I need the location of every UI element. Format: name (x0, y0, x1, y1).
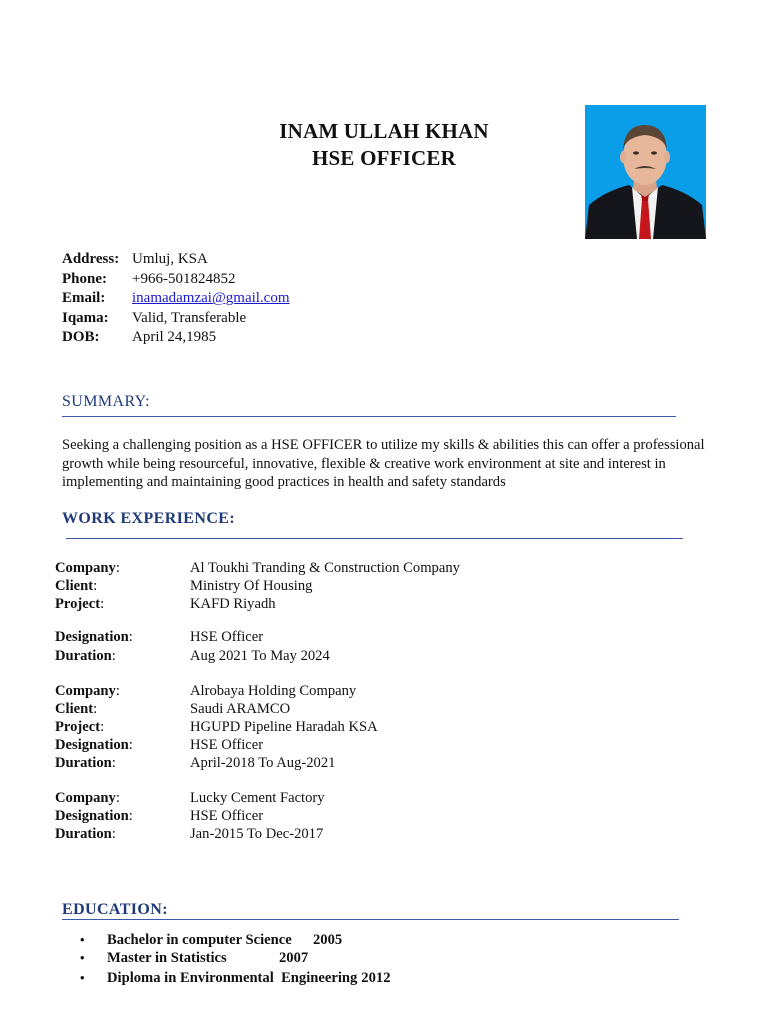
degree-name: Diploma in Environmental Engineering (107, 969, 358, 986)
job-entry-2 (55, 682, 378, 772)
dob-label-colon: : (94, 329, 100, 346)
job-2-duration-row (55, 754, 378, 772)
degree-year: 2007 (279, 949, 309, 966)
education-divider (62, 919, 679, 920)
colon: : (128, 736, 133, 753)
summary-heading: SUMMARY: (62, 393, 150, 410)
designation-value: HSE Officer (190, 736, 264, 753)
field-label (55, 683, 190, 700)
field-label (55, 719, 190, 736)
education-list (80, 931, 390, 989)
dob-label (62, 329, 132, 346)
job-3-company-row (55, 789, 325, 807)
bullet-icon: • (80, 970, 85, 985)
colon: : (111, 647, 116, 664)
colon: : (111, 825, 116, 842)
duration-value: Jan-2015 To Dec-2017 (190, 825, 324, 842)
company-value: Alrobaya Holding Company (190, 682, 357, 699)
work-experience-heading: WORK EXPERIENCE: (62, 510, 236, 527)
duration-value: Aug 2021 To May 2024 (190, 647, 330, 664)
field-label (55, 629, 190, 646)
field-label (55, 790, 190, 807)
degree-year: 2005 (313, 931, 343, 948)
client-label: Client (55, 577, 94, 594)
designation-value: HSE Officer (190, 807, 264, 824)
field-label (55, 808, 190, 825)
designation-value: HSE Officer (190, 628, 264, 645)
job-2-project-row (55, 718, 378, 736)
job-entry-3 (55, 789, 325, 843)
colon: : (93, 577, 98, 594)
company-label: Company (55, 789, 116, 806)
duration-label: Duration (55, 825, 112, 842)
company-value: Al Toukhi Tranding & Construction Company (190, 559, 460, 576)
company-label: Company (55, 559, 116, 576)
colon: : (93, 700, 98, 717)
field-label (55, 755, 190, 772)
colon: : (111, 754, 116, 771)
colon: : (115, 682, 120, 699)
education-item (80, 949, 390, 967)
address-value: Umluj, KSA (132, 251, 208, 268)
summary-text: Seeking a challenging position as a HSE OFFICER to utilize my skills & abilities this can offer a professional growth while being resourceful, innovative, flexible & creative work environment at site and interest in implementing and maintaining good practices in health and safety standards (62, 437, 705, 490)
phone-label: Phone: (62, 270, 107, 287)
degree-year: 2012 (361, 969, 391, 986)
degree-name: Bachelor in computer Science (107, 931, 292, 948)
project-value: KAFD Riyadh (190, 595, 276, 612)
job-3-duration-row (55, 825, 325, 843)
colon: : (128, 628, 133, 645)
designation-label: Designation (55, 807, 129, 824)
designation-label: Designation (55, 736, 129, 753)
job-entry-1 (55, 559, 460, 613)
field-label (55, 737, 190, 754)
client-label: Client (55, 700, 94, 717)
duration-value: April-2018 To Aug-2021 (190, 754, 336, 771)
contact-row-iqama (62, 309, 290, 329)
job-2-company-row (55, 682, 378, 700)
company-value: Lucky Cement Factory (190, 789, 325, 806)
colon: : (115, 559, 120, 576)
client-value: Saudi ARAMCO (190, 700, 291, 717)
job-1-project-row (55, 595, 460, 613)
project-value: HGUPD Pipeline Haradah KSA (190, 718, 378, 735)
job-3-designation-row (55, 807, 325, 825)
project-label: Project (55, 595, 101, 612)
field-label (55, 578, 190, 595)
iqama-value: Valid, Transferable (132, 309, 247, 326)
profile-photo (585, 105, 706, 239)
summary-divider (62, 416, 676, 417)
job-2-client-row (55, 700, 378, 718)
field-label (55, 701, 190, 718)
contact-row-email (62, 289, 290, 309)
contact-details (62, 250, 290, 348)
phone-value: +966-501824852 (132, 270, 236, 287)
work-experience-divider (66, 538, 683, 539)
job-2-designation-row (55, 736, 378, 754)
bullet-icon: • (80, 950, 85, 965)
education-heading: EDUCATION: (62, 901, 168, 918)
dob-value: April 24,1985 (132, 329, 217, 346)
contact-row-address (62, 250, 290, 270)
colon: : (100, 595, 105, 612)
job-1-designation-row (55, 628, 330, 646)
designation-label: Designation (55, 628, 129, 645)
job-title: HSE OFFICER (312, 146, 456, 170)
job-1-company-row (55, 559, 460, 577)
degree-name: Master in Statistics (107, 949, 227, 966)
colon: : (115, 789, 120, 806)
duration-label: Duration (55, 754, 112, 771)
dob-label-text: DOB (62, 329, 95, 346)
field-label (55, 826, 190, 843)
job-1-duration-row (55, 647, 330, 665)
field-label (55, 648, 190, 665)
job-entry-1-details (55, 628, 330, 665)
iqama-label: Iqama: (62, 309, 109, 326)
duration-label: Duration (55, 647, 112, 664)
field-label (55, 560, 190, 577)
email-link[interactable]: inamadamzai@gmail.com (132, 290, 290, 307)
colon: : (128, 807, 133, 824)
client-value: Ministry Of Housing (190, 577, 313, 594)
job-1-client-row (55, 577, 460, 595)
project-label: Project (55, 718, 101, 735)
bullet-icon: • (80, 932, 85, 947)
field-label (55, 596, 190, 613)
education-item (80, 931, 390, 949)
contact-row-phone (62, 270, 290, 290)
company-label: Company (55, 682, 116, 699)
email-label: Email: (62, 290, 106, 307)
candidate-name: INAM ULLAH KHAN (279, 119, 489, 143)
contact-row-dob (62, 328, 290, 348)
address-label: Address: (62, 251, 120, 268)
colon: : (100, 718, 105, 735)
education-item (80, 967, 390, 989)
